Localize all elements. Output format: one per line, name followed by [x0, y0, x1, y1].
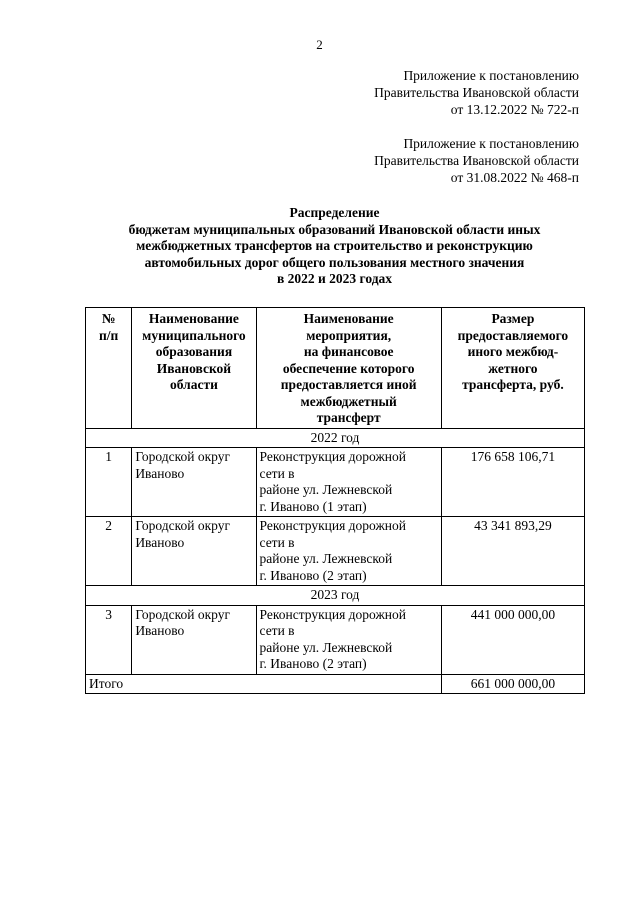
distribution-table	[85, 307, 585, 694]
header-line: на финансовое	[303, 344, 394, 359]
year-label: 2023 год	[86, 586, 585, 606]
header-line: области	[169, 377, 218, 392]
header-line: предоставляемого	[457, 327, 569, 343]
table-row	[86, 517, 585, 586]
cell-line: сети в	[259, 465, 295, 481]
header-line: межбюджетный	[300, 393, 397, 409]
header-line: Размер	[491, 311, 535, 326]
table-row	[86, 605, 585, 674]
appendix-line: от 13.12.2022 № 722-п	[450, 102, 579, 117]
cell-line: Иваново	[135, 534, 185, 550]
appendix-reference-2	[374, 135, 579, 186]
total-amount: 661 000 000,00	[441, 674, 584, 694]
year-label: 2022 год	[86, 428, 585, 448]
cell-line: Реконструкция дорожной	[259, 449, 406, 464]
table-header-row	[86, 308, 585, 429]
row-event	[256, 605, 441, 674]
title-line: автомобильных дорог общего пользования местного значения	[144, 254, 525, 270]
row-number: 3	[86, 605, 132, 674]
cell-line: Реконструкция дорожной	[259, 518, 406, 533]
cell-line: Иваново	[135, 465, 185, 481]
cell-line: районе ул. Лежневской	[259, 482, 393, 497]
title-line: Распределение	[289, 205, 380, 220]
header-line: №	[101, 311, 116, 326]
row-municipality	[132, 448, 256, 517]
cell-line: районе ул. Лежневской	[259, 639, 393, 655]
cell-line: Городской округ	[135, 449, 231, 464]
header-line: образования	[155, 344, 233, 359]
row-event	[256, 517, 441, 586]
cell-line: сети в	[259, 623, 295, 638]
header-number	[86, 308, 132, 429]
header-line: п/п	[99, 327, 119, 343]
appendix-line: Правительства Ивановской области	[374, 153, 579, 168]
header-line: иного межбюд-	[467, 344, 559, 359]
total-label: Итого	[86, 674, 442, 694]
header-line: Наименование	[148, 311, 239, 326]
page-number: 2	[316, 37, 323, 52]
header-line: обеспечение которого	[282, 360, 415, 376]
cell-line: сети в	[259, 534, 295, 550]
table-row	[86, 448, 585, 517]
row-event	[256, 448, 441, 517]
header-line: Ивановской	[156, 360, 232, 376]
row-amount: 441 000 000,00	[441, 605, 584, 674]
cell-line: Иваново	[135, 623, 185, 638]
appendix-line: Правительства Ивановской области	[374, 85, 579, 100]
header-municipality	[132, 308, 256, 429]
appendix-line: Приложение к постановлению	[403, 136, 579, 151]
total-row	[86, 674, 585, 694]
header-line: жетного	[488, 360, 538, 376]
title-line: межбюджетных трансфертов на строительство и реконструкцию	[136, 238, 533, 253]
cell-line: Городской округ	[135, 518, 231, 533]
cell-line: Реконструкция дорожной	[259, 606, 406, 622]
row-amount: 176 658 106,71	[441, 448, 584, 517]
cell-line: районе ул. Лежневской	[259, 551, 393, 566]
header-line: Наименование	[303, 311, 394, 326]
row-municipality	[132, 517, 256, 586]
header-line: муниципального	[142, 327, 246, 343]
header-line: мероприятия,	[306, 327, 392, 343]
document-title	[60, 205, 609, 288]
cell-line: г. Иваново (1 этап)	[259, 498, 367, 514]
title-line: бюджетам муниципальных образований Ивановской области иных	[128, 221, 541, 237]
appendix-line: от 31.08.2022 № 468-п	[450, 170, 579, 185]
row-municipality	[132, 605, 256, 674]
header-line: предоставляется иной	[280, 377, 417, 392]
year-row-2023	[86, 586, 585, 606]
row-number: 2	[86, 517, 132, 586]
header-line: трансферта, руб.	[462, 377, 564, 392]
header-line: трансферт	[316, 410, 381, 425]
title-line: в 2022 и 2023 годах	[276, 271, 393, 286]
cell-line: Городской округ	[135, 606, 231, 622]
year-row-2022	[86, 428, 585, 448]
cell-line: г. Иваново (2 этап)	[259, 567, 367, 583]
appendix-line: Приложение к постановлению	[403, 68, 579, 83]
row-number: 1	[86, 448, 132, 517]
header-event	[256, 308, 441, 429]
appendix-reference-1	[374, 67, 579, 118]
cell-line: г. Иваново (2 этап)	[259, 656, 367, 671]
row-amount: 43 341 893,29	[441, 517, 584, 586]
header-amount	[441, 308, 584, 429]
